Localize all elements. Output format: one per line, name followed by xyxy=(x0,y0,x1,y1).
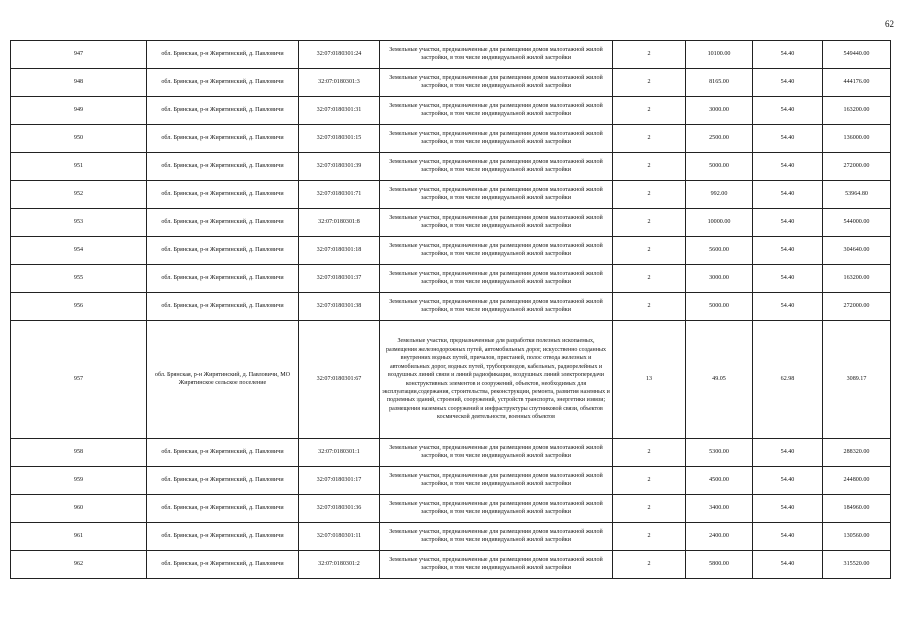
cadastral-number-cell: 32:07:0180301:24 xyxy=(299,41,380,69)
cadastral-value-cell: 272000.00 xyxy=(823,153,891,181)
category-code-cell: 2 xyxy=(613,439,686,467)
area-cell: 2400.00 xyxy=(686,523,753,551)
table-row xyxy=(11,237,891,265)
table-row xyxy=(11,41,891,69)
table-body xyxy=(11,41,891,579)
area-cell: 4500.00 xyxy=(686,467,753,495)
cadastral-number-cell: 32:07:0180301:37 xyxy=(299,265,380,293)
land-use-description-cell: Земельные участки, предназначенные для размещения домов малоэтажной жилой застройки, в том числе индивидуальной жилой застройки xyxy=(380,69,613,97)
row-number: 952 xyxy=(11,181,147,209)
area-cell: 5300.00 xyxy=(686,439,753,467)
area-cell: 5000.00 xyxy=(686,293,753,321)
table-row xyxy=(11,439,891,467)
row-number: 947 xyxy=(11,41,147,69)
row-number: 948 xyxy=(11,69,147,97)
cadastral-number-cell: 32:07:0180301:18 xyxy=(299,237,380,265)
unit-value-cell: 54.40 xyxy=(753,467,823,495)
land-use-description-cell: Земельные участки, предназначенные для размещения домов малоэтажной жилой застройки, в том числе индивидуальной жилой застройки xyxy=(380,293,613,321)
unit-value-cell: 54.40 xyxy=(753,153,823,181)
row-number: 957 xyxy=(11,321,147,439)
table-row xyxy=(11,321,891,439)
table-row xyxy=(11,181,891,209)
cadastral-value-cell: 549440.00 xyxy=(823,41,891,69)
unit-value-cell: 54.40 xyxy=(753,439,823,467)
row-number: 962 xyxy=(11,551,147,579)
address-cell: обл. Брянская, р-н Жирятинский, д. Павловичи xyxy=(147,209,299,237)
cadastral-value-cell: 163200.00 xyxy=(823,97,891,125)
area-cell: 5000.00 xyxy=(686,153,753,181)
row-number: 953 xyxy=(11,209,147,237)
category-code-cell: 2 xyxy=(613,495,686,523)
table-row xyxy=(11,265,891,293)
land-use-description-cell: Земельные участки, предназначенные для размещения домов малоэтажной жилой застройки, в том числе индивидуальной жилой застройки xyxy=(380,97,613,125)
category-code-cell: 2 xyxy=(613,467,686,495)
cadastral-number-cell: 32:07:0180301:39 xyxy=(299,153,380,181)
cadastral-number-cell: 32:07:0180301:17 xyxy=(299,467,380,495)
category-code-cell: 2 xyxy=(613,523,686,551)
cadastral-number-cell: 32:07:0180301:31 xyxy=(299,97,380,125)
address-cell: обл. Брянская, р-н Жирятинский, д. Павловичи xyxy=(147,551,299,579)
cadastral-value-cell: 444176.00 xyxy=(823,69,891,97)
area-cell: 3000.00 xyxy=(686,97,753,125)
land-use-description-cell: Земельные участки, предназначенные для размещения домов малоэтажной жилой застройки, в том числе индивидуальной жилой застройки xyxy=(380,551,613,579)
table-row xyxy=(11,495,891,523)
land-use-description-cell: Земельные участки, предназначенные для размещения домов малоэтажной жилой застройки, в том числе индивидуальной жилой застройки xyxy=(380,153,613,181)
address-cell: обл. Брянская, р-н Жирятинский, д. Павловичи xyxy=(147,41,299,69)
land-use-description-cell: Земельные участки, предназначенные для разработки полезных ископаемых, размещения железнодорожных путей, автомобильных дорог, искусственно созданных внутренних водных путей, причалов, пристаней, полос отвода железных и автомобильных дорог, водных путей, трубопроводов, кабельных, радиорелейных и воздушных линий связи и линий радиофикации, воздушных линий электропередачи конструктивных элементов и сооружений, объектов, необходимых для эксплуатации,содержания, строительства, реконструкции, ремонта, развития наземных и подземных зданий, строений, сооружений, устройств транспорта, энергетики иэвязи; размещения наземных сооружений и инфраструктуры спутниковой связи, объектов космической деятельности, военных объектов xyxy=(380,321,613,439)
cadastral-number-cell: 32:07:0180301:1 xyxy=(299,439,380,467)
unit-value-cell: 54.40 xyxy=(753,69,823,97)
cadastral-value-cell: 315520.00 xyxy=(823,551,891,579)
address-cell: обл. Брянская, р-н Жирятинский, д. Павловичи xyxy=(147,495,299,523)
land-use-description-cell: Земельные участки, предназначенные для размещения домов малоэтажной жилой застройки, в том числе индивидуальной жилой застройки xyxy=(380,181,613,209)
category-code-cell: 2 xyxy=(613,181,686,209)
unit-value-cell: 54.40 xyxy=(753,523,823,551)
area-cell: 10100.00 xyxy=(686,41,753,69)
category-code-cell: 2 xyxy=(613,293,686,321)
cadastral-value-cell: 244800.00 xyxy=(823,467,891,495)
table-row xyxy=(11,551,891,579)
unit-value-cell: 54.40 xyxy=(753,495,823,523)
row-number: 954 xyxy=(11,237,147,265)
cadastral-number-cell: 32:07:0180301:15 xyxy=(299,125,380,153)
row-number: 951 xyxy=(11,153,147,181)
cadastral-number-cell: 32:07:0180301:67 xyxy=(299,321,380,439)
unit-value-cell: 54.40 xyxy=(753,265,823,293)
cadastral-value-cell: 163200.00 xyxy=(823,265,891,293)
land-use-description-cell: Земельные участки, предназначенные для размещения домов малоэтажной жилой застройки, в том числе индивидуальной жилой застройки xyxy=(380,41,613,69)
area-cell: 992.00 xyxy=(686,181,753,209)
category-code-cell: 2 xyxy=(613,153,686,181)
category-code-cell: 2 xyxy=(613,41,686,69)
table-row xyxy=(11,153,891,181)
land-use-description-cell: Земельные участки, предназначенные для размещения домов малоэтажной жилой застройки, в том числе индивидуальной жилой застройки xyxy=(380,237,613,265)
cadastral-number-cell: 32:07:0180301:36 xyxy=(299,495,380,523)
cadastral-value-cell: 184960.00 xyxy=(823,495,891,523)
category-code-cell: 2 xyxy=(613,237,686,265)
unit-value-cell: 54.40 xyxy=(753,209,823,237)
address-cell: обл. Брянская, р-н Жирятинский, д. Павловичи xyxy=(147,125,299,153)
unit-value-cell: 54.40 xyxy=(753,293,823,321)
row-number: 961 xyxy=(11,523,147,551)
unit-value-cell: 62.98 xyxy=(753,321,823,439)
cadastral-number-cell: 32:07:0180301:11 xyxy=(299,523,380,551)
cadastral-value-cell: 130560.00 xyxy=(823,523,891,551)
address-cell: обл. Брянская, р-н Жирятинский, д. Павловичи xyxy=(147,237,299,265)
area-cell: 5600.00 xyxy=(686,237,753,265)
cadastral-value-cell: 272000.00 xyxy=(823,293,891,321)
category-code-cell: 2 xyxy=(613,69,686,97)
cadastral-value-cell: 544000.00 xyxy=(823,209,891,237)
area-cell: 49.05 xyxy=(686,321,753,439)
category-code-cell: 2 xyxy=(613,551,686,579)
row-number: 949 xyxy=(11,97,147,125)
row-number: 959 xyxy=(11,467,147,495)
unit-value-cell: 54.40 xyxy=(753,125,823,153)
row-number: 956 xyxy=(11,293,147,321)
address-cell: обл. Брянская, р-н Жирятинский, д. Павловичи xyxy=(147,97,299,125)
cadastral-value-cell: 304640.00 xyxy=(823,237,891,265)
land-use-description-cell: Земельные участки, предназначенные для размещения домов малоэтажной жилой застройки, в том числе индивидуальной жилой застройки xyxy=(380,495,613,523)
cadastral-number-cell: 32:07:0180301:2 xyxy=(299,551,380,579)
unit-value-cell: 54.40 xyxy=(753,181,823,209)
category-code-cell: 13 xyxy=(613,321,686,439)
land-plots-table xyxy=(10,40,891,579)
area-cell: 2500.00 xyxy=(686,125,753,153)
table-row xyxy=(11,467,891,495)
address-cell: обл. Брянская, р-н Жирятинский, д. Павловичи xyxy=(147,523,299,551)
area-cell: 5800.00 xyxy=(686,551,753,579)
address-cell: обл. Брянская, р-н Жирятинский, д. Павловичи xyxy=(147,181,299,209)
land-use-description-cell: Земельные участки, предназначенные для размещения домов малоэтажной жилой застройки, в том числе индивидуальной жилой застройки xyxy=(380,523,613,551)
area-cell: 3000.00 xyxy=(686,265,753,293)
cadastral-value-cell: 136000.00 xyxy=(823,125,891,153)
unit-value-cell: 54.40 xyxy=(753,97,823,125)
address-cell: обл. Брянская, р-н Жирятинский, д. Павловичи xyxy=(147,69,299,97)
row-number: 960 xyxy=(11,495,147,523)
land-use-description-cell: Земельные участки, предназначенные для размещения домов малоэтажной жилой застройки, в том числе индивидуальной жилой застройки xyxy=(380,439,613,467)
address-cell: обл. Брянская, р-н Жирятинский, д. Павловичи xyxy=(147,293,299,321)
address-cell: обл. Брянская, р-н Жирятинский, д. Павловичи xyxy=(147,153,299,181)
table-row xyxy=(11,97,891,125)
category-code-cell: 2 xyxy=(613,265,686,293)
category-code-cell: 2 xyxy=(613,97,686,125)
table-row xyxy=(11,523,891,551)
cadastral-value-cell: 3089.17 xyxy=(823,321,891,439)
land-use-description-cell: Земельные участки, предназначенные для размещения домов малоэтажной жилой застройки, в том числе индивидуальной жилой застройки xyxy=(380,209,613,237)
unit-value-cell: 54.40 xyxy=(753,237,823,265)
row-number: 955 xyxy=(11,265,147,293)
category-code-cell: 2 xyxy=(613,209,686,237)
table-row xyxy=(11,293,891,321)
cadastral-number-cell: 32:07:0180301:38 xyxy=(299,293,380,321)
area-cell: 10000.00 xyxy=(686,209,753,237)
land-use-description-cell: Земельные участки, предназначенные для размещения домов малоэтажной жилой застройки, в том числе индивидуальной жилой застройки xyxy=(380,467,613,495)
area-cell: 3400.00 xyxy=(686,495,753,523)
category-code-cell: 2 xyxy=(613,125,686,153)
table-row xyxy=(11,69,891,97)
cadastral-value-cell: 288320.00 xyxy=(823,439,891,467)
cadastral-number-cell: 32:07:0180301:71 xyxy=(299,181,380,209)
page-number: 62 xyxy=(885,19,894,29)
table-row xyxy=(11,125,891,153)
row-number: 950 xyxy=(11,125,147,153)
cadastral-value-cell: 53964.80 xyxy=(823,181,891,209)
address-cell: обл. Брянская, р-н Жирятинский, д. Павловичи xyxy=(147,439,299,467)
cadastral-number-cell: 32:07:0180301:3 xyxy=(299,69,380,97)
cadastral-number-cell: 32:07:0180301:8 xyxy=(299,209,380,237)
unit-value-cell: 54.40 xyxy=(753,551,823,579)
land-use-description-cell: Земельные участки, предназначенные для размещения домов малоэтажной жилой застройки, в том числе индивидуальной жилой застройки xyxy=(380,265,613,293)
area-cell: 8165.00 xyxy=(686,69,753,97)
land-use-description-cell: Земельные участки, предназначенные для размещения домов малоэтажной жилой застройки, в том числе индивидуальной жилой застройки xyxy=(380,125,613,153)
address-cell: обл. Брянская, р-н Жирятинский, д. Павловичи, МО Жирятинское сельское поселение xyxy=(147,321,299,439)
address-cell: обл. Брянская, р-н Жирятинский, д. Павловичи xyxy=(147,467,299,495)
address-cell: обл. Брянская, р-н Жирятинский, д. Павловичи xyxy=(147,265,299,293)
unit-value-cell: 54.40 xyxy=(753,41,823,69)
row-number: 958 xyxy=(11,439,147,467)
table-row xyxy=(11,209,891,237)
